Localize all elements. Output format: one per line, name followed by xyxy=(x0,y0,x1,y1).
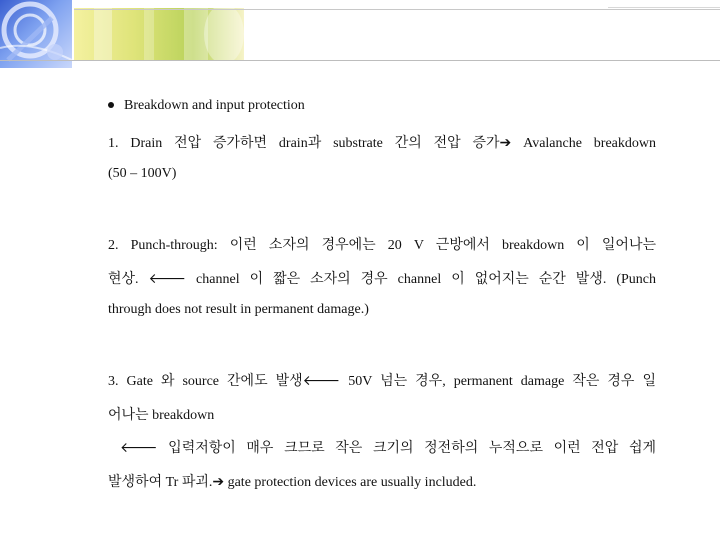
paragraph-line-4: 현상. 🡐 channel 이 짧은 소자의 경우 channel 이 없어지는 순간 발생. (Punch xyxy=(108,272,656,287)
paragraph-line-9: 발생하여 Tr 파괴.➔ gate protection devices are usually included. xyxy=(108,475,477,490)
paragraph-line-7: 어나는 breakdown xyxy=(108,408,215,423)
paragraph-line-2: (50 – 100V) xyxy=(108,166,177,181)
paragraph-line-5: through does not result in permanent damage.) xyxy=(108,302,369,317)
heading-text: Breakdown and input protection xyxy=(124,98,305,113)
paragraph-line-1: 1. Drain 전압 증가하면 drain과 substrate 간의 전압 증가➔ Avalanche breakdown xyxy=(108,136,656,151)
paragraph-line-8: 🡐 입력저항이 매우 크므로 작은 크기의 정전하의 누적으로 이런 전압 쉽게 xyxy=(120,441,656,456)
paragraph-line-6: 3. Gate 와 source 간에도 발생🡐 50V 넘는 경우, permanent damage 작은 경우 일 xyxy=(108,374,656,389)
paragraph-line-3: 2. Punch-through: 이런 소자의 경우에는 20 V 근방에서 breakdown 이 일어나는 xyxy=(108,238,656,253)
bullet-icon xyxy=(108,102,114,108)
